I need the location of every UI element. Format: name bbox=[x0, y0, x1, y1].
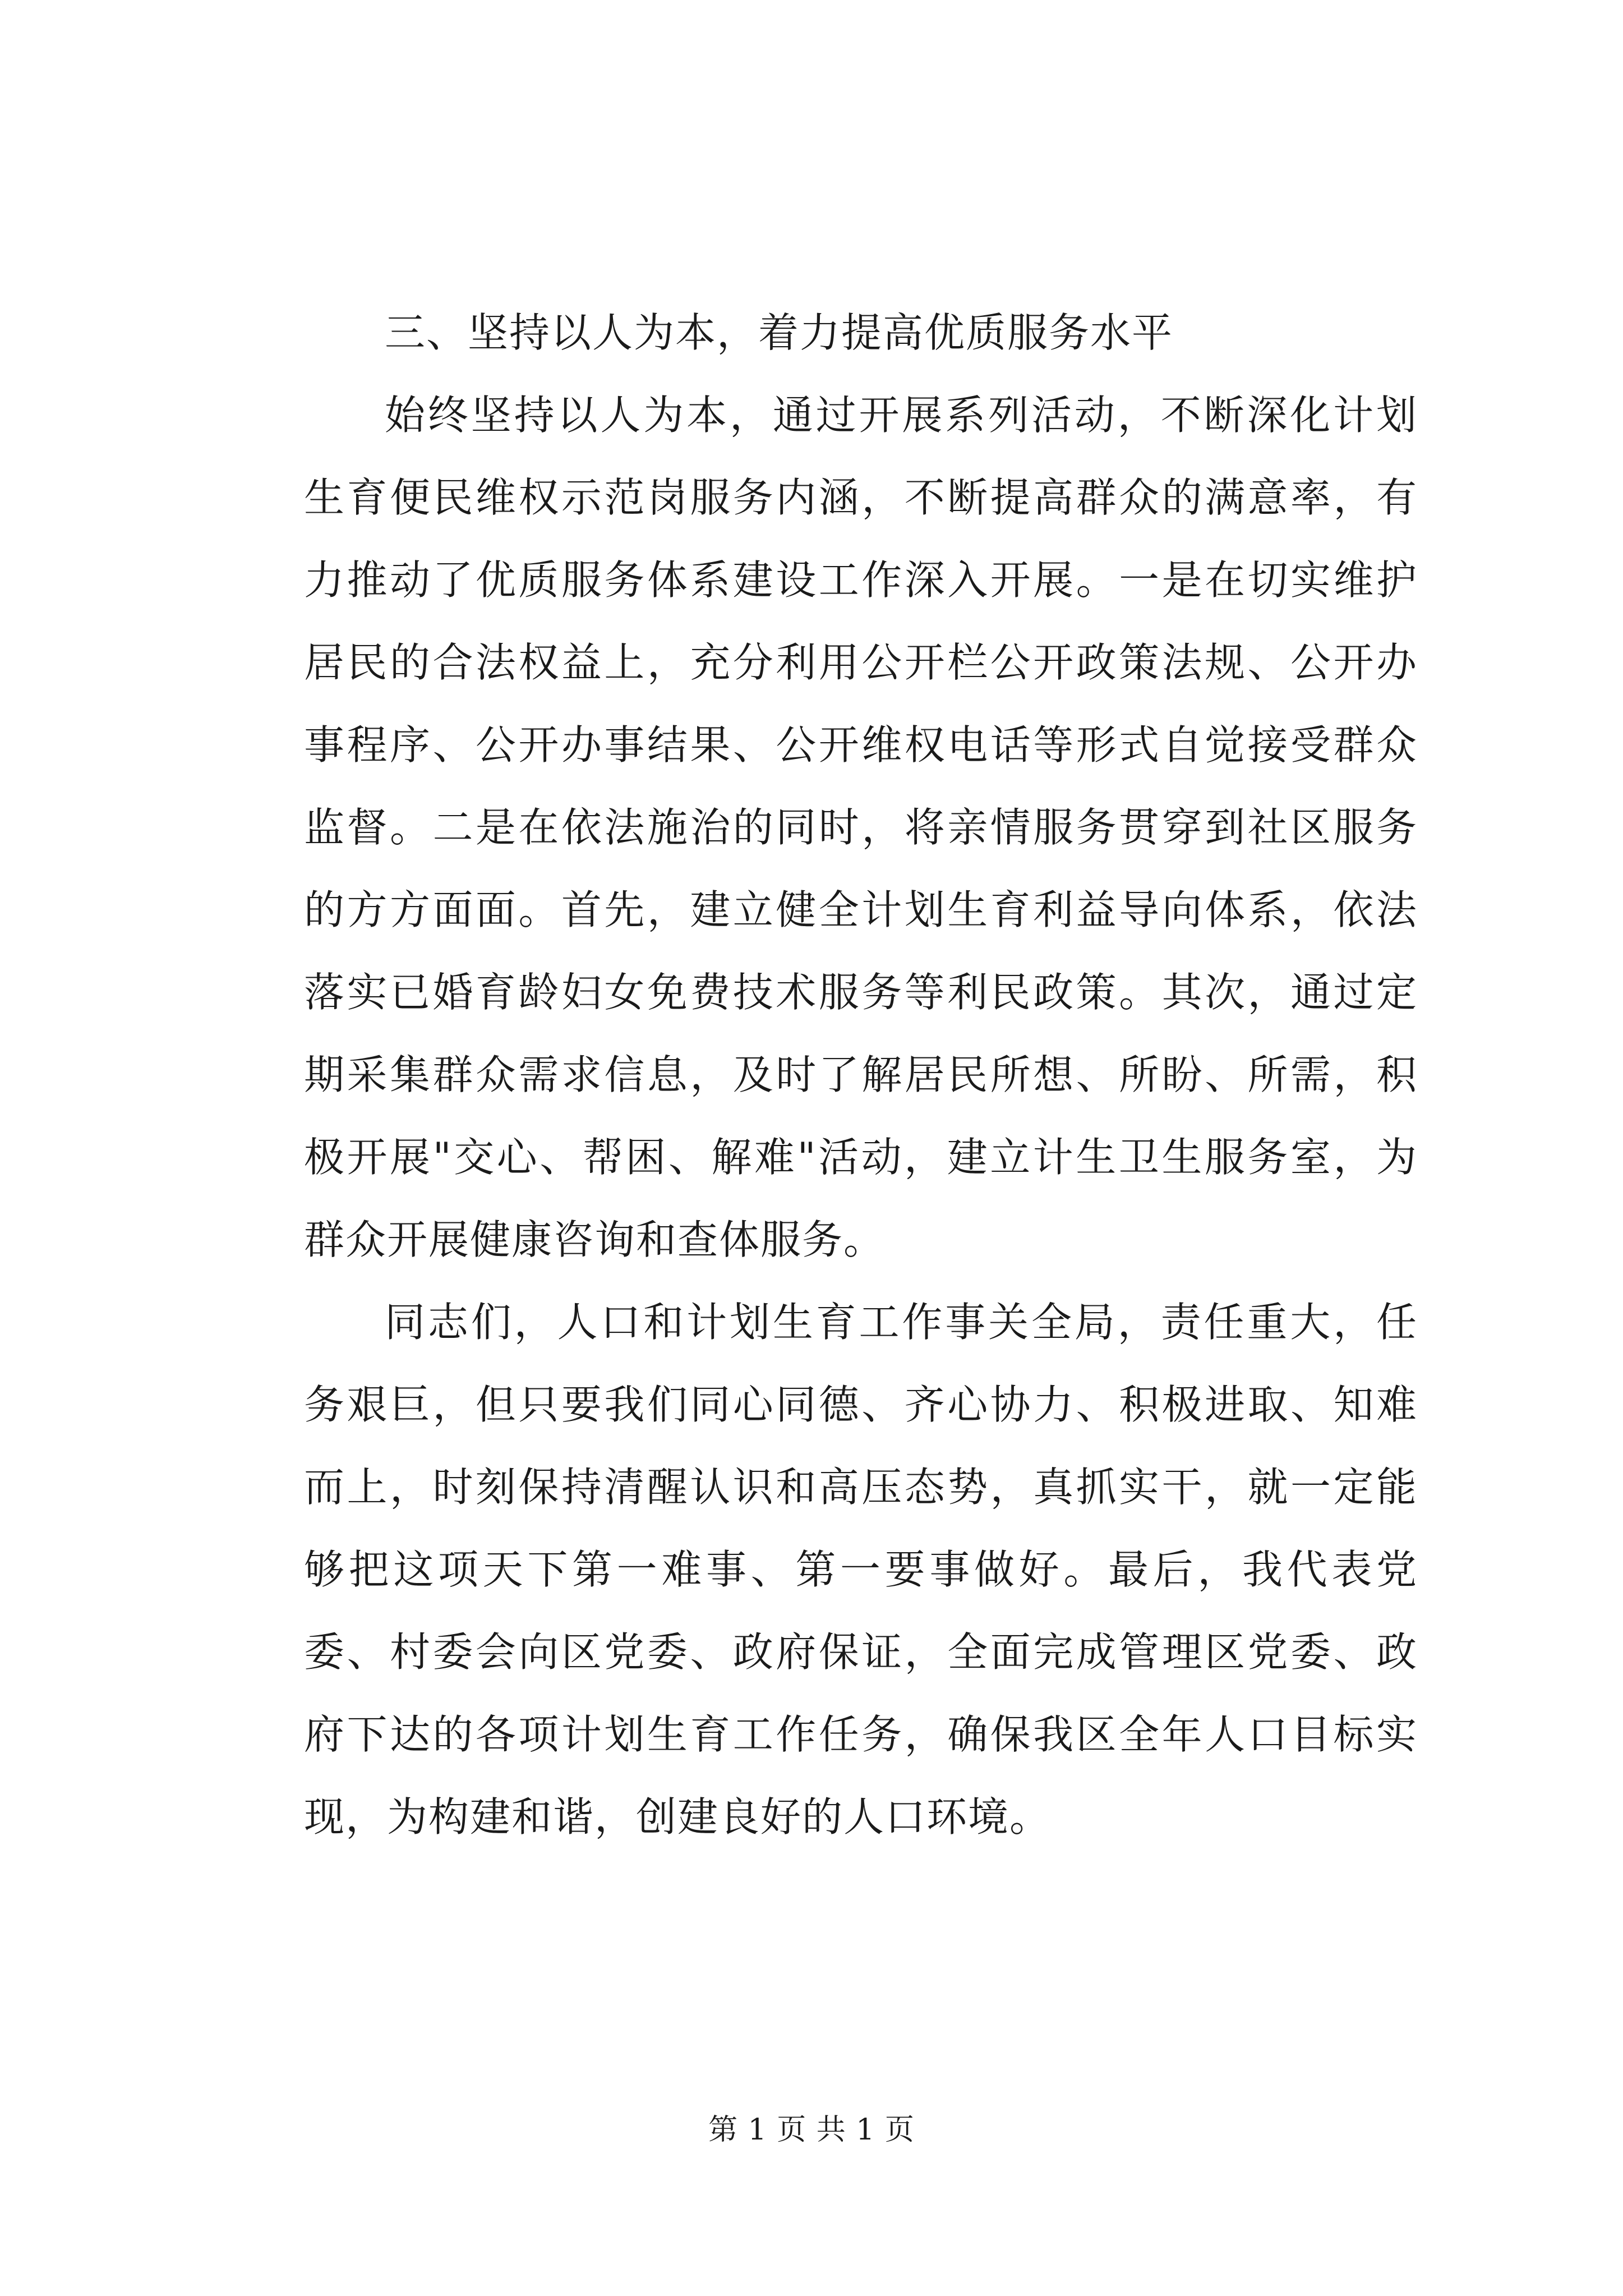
section-heading: 三、坚持以人为本，着力提高优质服务水平 bbox=[385, 309, 1174, 356]
page-footer: 第 1 页 共 1 页 bbox=[708, 2113, 915, 2147]
paragraph-2: 同志们，人口和计划生育工作事关全局，责任重大，任务艰巨，但只要我们同心同德、齐心协力、积极进取、知难而上，时刻保持清醒认识和高压态势，真抓实干，就一定能够把这项天下第一难事、第一要事做好。最后，我代表党委、村委会向区党委、政府保证，全面完成管理区党委、政府下达的各项计划生育工作任务，确保我区全年人口目标实现，为构建和谐，创建良好的人口环境。 bbox=[304, 1299, 1418, 1841]
document-body bbox=[304, 292, 1418, 1858]
paragraph-1: 始终坚持以人为本，通过开展系列活动，不断深化计划生育便民维权示范岗服务内涵，不断提高群众的满意率，有力推动了优质服务体系建设工作深入开展。一是在切实维护居民的合法权益上，充分利用公开栏公开政策法规、公开办事程序、公开办事结果、公开维权电话等形式自觉接受群众监督。二是在依法施治的同时，将亲情服务贯穿到社区服务的方方面面。首先，建立健全计划生育利益导向体系，依法落实已婚育龄妇女免费技术服务等利民政策。其次，通过定期采集群众需求信息，及时了解居民所想、所盼、所需，积极开展"交心、帮困、解难"活动，建立计生卫生服务室，为群众开展健康咨询和查体服务。 bbox=[304, 392, 1418, 1263]
